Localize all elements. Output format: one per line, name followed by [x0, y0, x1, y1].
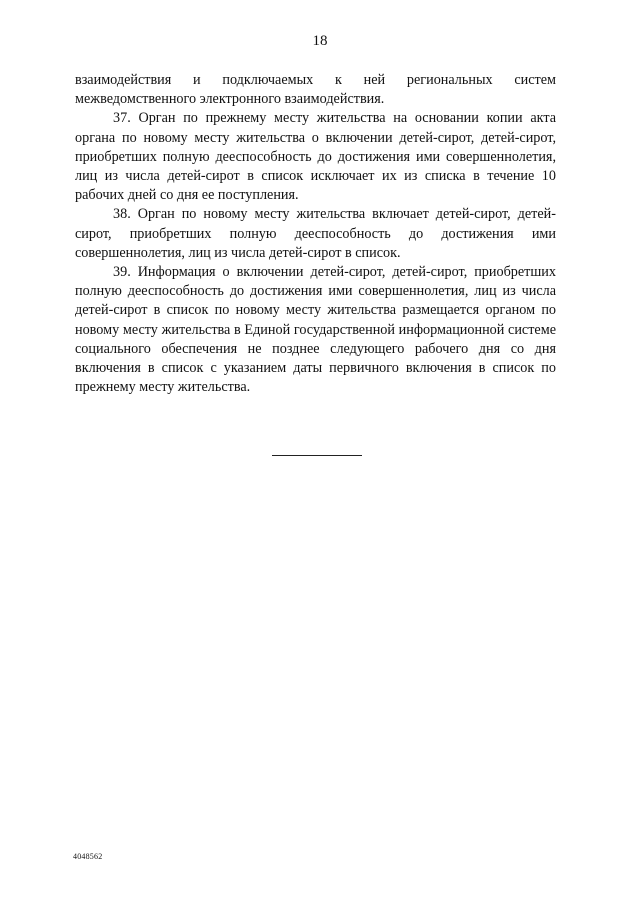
- document-code: 4048562: [73, 852, 103, 861]
- end-separator-line: [272, 455, 362, 456]
- paragraph-39: 39. Информация о включении детей-сирот, детей-сирот, приобретших полную дееспособность до достижения ими совершеннолетия, лиц из числа детей-сирот в список по новому месту жительства размещается органом по новому месту жительства в Единой государственной информационной системе социального обеспечения не позднее следующего рабочего дня со дня включения в список с указанием даты первичного включения в список по прежнему месту жительства.: [75, 264, 556, 396]
- paragraph-37: 37. Орган по прежнему месту жительства на основании копии акта органа по новому месту жительства о включении детей-сирот, детей-сирот, приобретших полную дееспособность до достижения ими совершеннолетия, лиц из числа детей-сирот в список исключает их из списка в течение 10 рабочих дней со дня ее поступления.: [75, 110, 556, 204]
- page-number: 18: [312, 33, 328, 49]
- paragraph-38: 38. Орган по новому месту жительства включает детей-сирот, детей-сирот, приобретших полную дееспособность до достижения ими совершеннолетия, лиц из числа детей-сирот в список.: [75, 206, 556, 261]
- paragraph-continuation: взаимодействия и подключаемых к ней региональных систем межведомственного электронного взаимодействия.: [75, 72, 556, 108]
- document-body: [75, 71, 556, 397]
